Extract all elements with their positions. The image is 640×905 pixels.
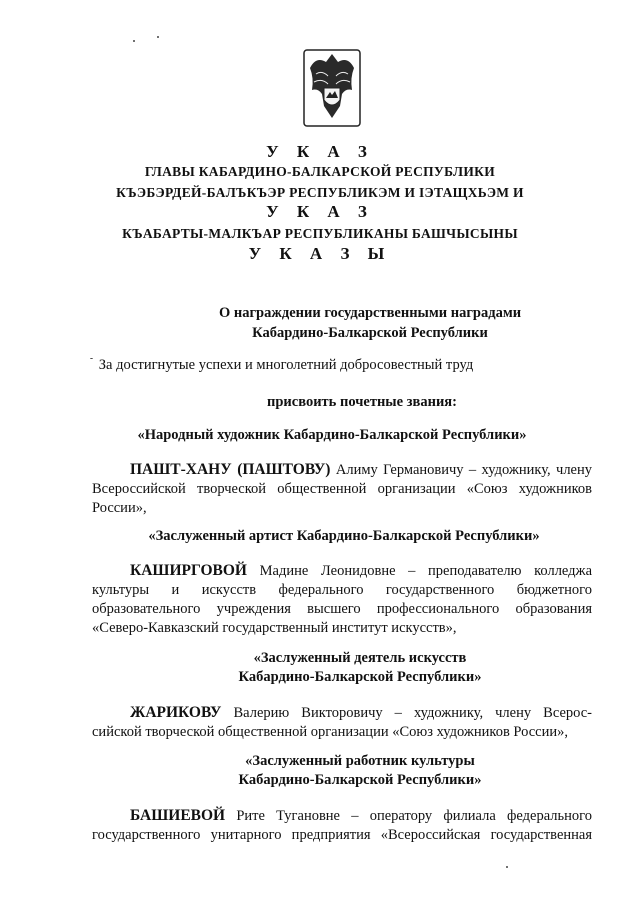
- scan-speck: [506, 866, 508, 868]
- recipient-name: БАШИЕВОЙ: [130, 807, 226, 824]
- subject-line-2: Кабардино-Балкарской Республики: [252, 325, 488, 341]
- award-title: «Народный художник Кабардино-Балкарской Республики»: [137, 427, 527, 443]
- header-line-2: КЪЭБЭРДЕЙ-БАЛЪКЪЭР РЕСПУБЛИКЭМ И ІЭТАЩХЬЭМ И: [116, 185, 524, 200]
- decree-title: У К А З: [266, 142, 374, 161]
- decree-title-kabardian: У К А З: [266, 202, 374, 221]
- decree-title-balkar: У К А З Ы: [248, 244, 392, 263]
- recipient-name: КАШИРГОВОЙ: [130, 562, 247, 579]
- intro-text: За достигнутые успехи и многолетний добросовестный труд: [98, 357, 474, 373]
- award-title-line-2: Кабардино-Балкарской Республики»: [238, 772, 482, 788]
- award-title: «Заслуженный деятель искусств: [253, 650, 467, 666]
- award-recipient-paragraph: КАШИРГОВОЙ Мадине Леонидовне – преподавателю колледжа культуры и искусств федерального государственного бюджетного образовательного учреждения высшего профессионального образования «Северо-Кавказский государственный институт искусств»,: [92, 562, 593, 636]
- scan-speck: [90, 358, 93, 359]
- award-title: «Заслуженный артист Кабардино-Балкарской Республики»: [148, 528, 540, 544]
- award-recipient-paragraph: БАШИЕВОЙ Рите Тугановне – оператору филиала федерального государственного унитарного предприятия «Всероссийская государственная: [92, 807, 592, 843]
- recipient-name: ПАШТ-ХАНУ (ПАШТОВУ): [130, 461, 331, 478]
- coat-of-arms-icon: [302, 48, 362, 128]
- header-line-1: ГЛАВЫ КАБАРДИНО-БАЛКАРСКОЙ РЕСПУБЛИКИ: [144, 164, 496, 179]
- header-line-3: КЪАБАРТЫ-МАЛКЪАР РЕСПУБЛИКАНЫ БАШЧЫСЫНЫ: [122, 226, 518, 241]
- award-recipient-paragraph: ПАШТ-ХАНУ (ПАШТОВУ) Алиму Германовичу – художнику, члену Всероссийской творческой общественной организации «Союз художников России»,: [92, 461, 593, 516]
- award-title-line-2: Кабардино-Балкарской Республики»: [238, 669, 482, 685]
- assign-text: присвоить почетные звания:: [267, 394, 457, 410]
- recipient-name: ЖАРИКОВУ: [130, 704, 222, 721]
- award-title: «Заслуженный работник культуры: [245, 753, 475, 769]
- subject-line-1: О награждении государственными наградами: [218, 305, 522, 321]
- award-recipient-paragraph: ЖАРИКОВУ Валерию Викторовичу – художнику, члену Всерос- сийской творческой общественной организации «Союз художников России»,: [92, 704, 593, 740]
- scan-speck: [157, 36, 159, 38]
- scan-speck: [133, 40, 135, 42]
